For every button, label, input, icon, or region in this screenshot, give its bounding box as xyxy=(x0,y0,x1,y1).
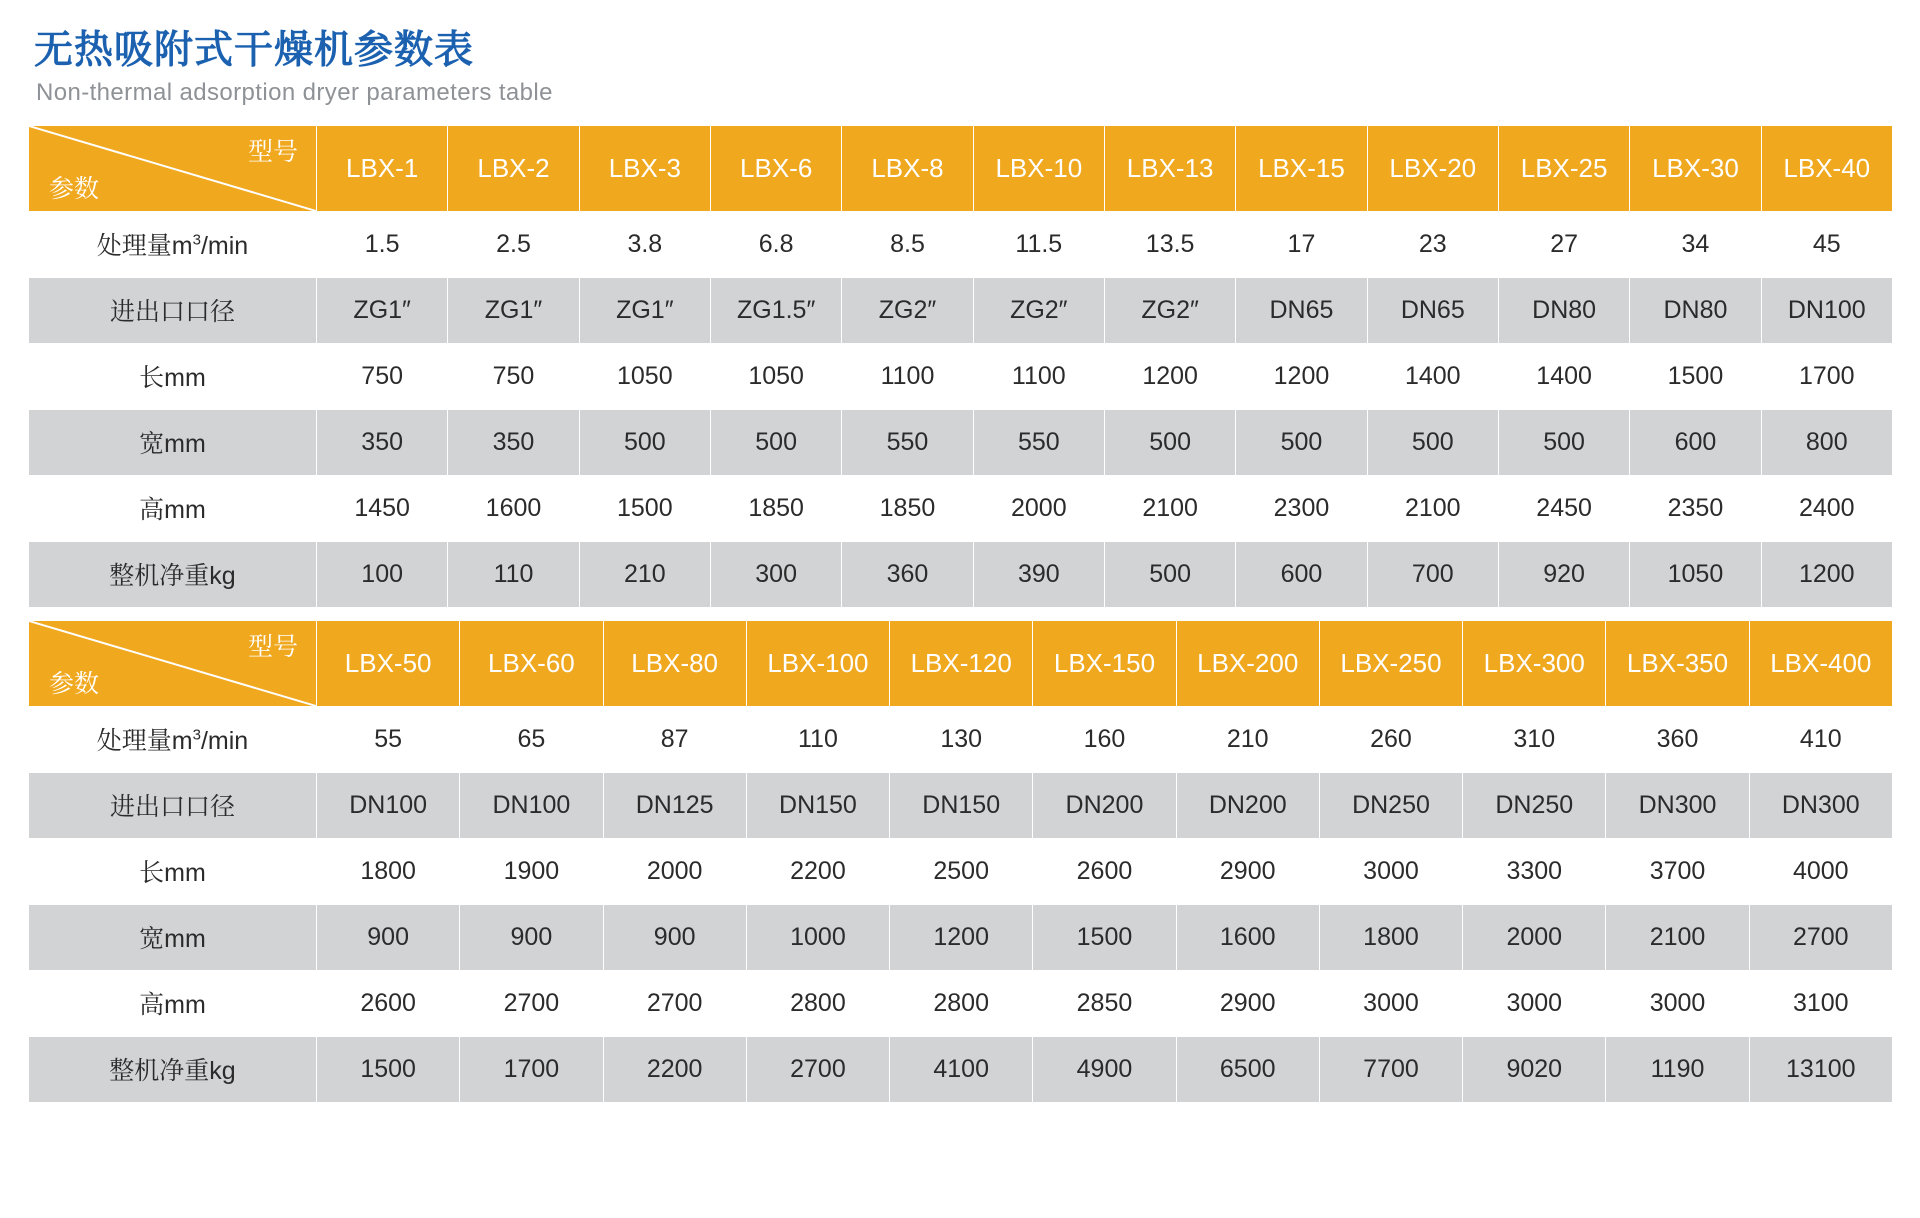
value-cell: 1800 xyxy=(317,838,460,904)
value-cell: 2500 xyxy=(890,838,1033,904)
value-cell: 410 xyxy=(1749,706,1892,772)
row-label-cell: 长mm xyxy=(29,838,317,904)
row-label-cell: 高mm xyxy=(29,475,317,541)
model-header-cell: LBX-50 xyxy=(317,620,460,706)
row-label-cell: 宽mm xyxy=(29,904,317,970)
value-cell: ZG1″ xyxy=(579,277,710,343)
value-cell: 360 xyxy=(842,541,973,607)
value-cell: 260 xyxy=(1319,706,1462,772)
value-cell: DN100 xyxy=(460,772,603,838)
value-cell: ZG2″ xyxy=(973,277,1104,343)
corner-model-label: 型号 xyxy=(247,632,298,661)
value-cell: 2800 xyxy=(890,970,1033,1036)
value-cell: 3000 xyxy=(1319,970,1462,1036)
value-cell: 1500 xyxy=(579,475,710,541)
value-cell: 300 xyxy=(710,541,841,607)
value-cell: 1050 xyxy=(710,343,841,409)
value-cell: DN80 xyxy=(1630,277,1761,343)
model-header-cell: LBX-100 xyxy=(746,620,889,706)
model-header-cell: LBX-10 xyxy=(973,125,1104,211)
table-row xyxy=(29,277,1893,343)
value-cell: 3100 xyxy=(1749,970,1892,1036)
value-cell: 55 xyxy=(317,706,460,772)
value-cell: 1850 xyxy=(842,475,973,541)
value-cell: DN300 xyxy=(1749,772,1892,838)
value-cell: 750 xyxy=(448,343,579,409)
value-cell: 750 xyxy=(317,343,448,409)
value-cell: 4100 xyxy=(890,1036,1033,1102)
value-cell: 3000 xyxy=(1606,970,1749,1036)
value-cell: 2350 xyxy=(1630,475,1761,541)
row-label-cell: 进出口口径 xyxy=(29,277,317,343)
value-cell: ZG1″ xyxy=(317,277,448,343)
value-cell: 27 xyxy=(1498,211,1629,277)
value-cell: 11.5 xyxy=(973,211,1104,277)
value-cell: 2900 xyxy=(1176,838,1319,904)
value-cell: 1500 xyxy=(1033,904,1176,970)
value-cell: 2100 xyxy=(1104,475,1235,541)
value-cell: ZG1″ xyxy=(448,277,579,343)
model-header-cell: LBX-250 xyxy=(1319,620,1462,706)
value-cell: 2000 xyxy=(1463,904,1606,970)
value-cell: 34 xyxy=(1630,211,1761,277)
value-cell: 550 xyxy=(842,409,973,475)
value-cell: 1800 xyxy=(1319,904,1462,970)
value-cell: 2.5 xyxy=(448,211,579,277)
value-cell: 500 xyxy=(1367,409,1498,475)
value-cell: 1850 xyxy=(710,475,841,541)
model-header-cell: LBX-150 xyxy=(1033,620,1176,706)
value-cell: DN65 xyxy=(1236,277,1367,343)
table-row xyxy=(29,772,1893,838)
model-header-cell: LBX-8 xyxy=(842,125,973,211)
value-cell: 110 xyxy=(746,706,889,772)
value-cell: 920 xyxy=(1498,541,1629,607)
model-header-cell: LBX-80 xyxy=(603,620,746,706)
table-row xyxy=(29,838,1893,904)
table-row xyxy=(29,409,1893,475)
model-header-cell: LBX-300 xyxy=(1463,620,1606,706)
value-cell: 350 xyxy=(317,409,448,475)
value-cell: DN250 xyxy=(1463,772,1606,838)
value-cell: ZG2″ xyxy=(1104,277,1235,343)
value-cell: 160 xyxy=(1033,706,1176,772)
value-cell: 700 xyxy=(1367,541,1498,607)
value-cell: 1000 xyxy=(746,904,889,970)
row-label-cell: 进出口口径 xyxy=(29,772,317,838)
value-cell: 2200 xyxy=(603,1036,746,1102)
row-label-cell: 整机净重kg xyxy=(29,541,317,607)
value-cell: 13.5 xyxy=(1104,211,1235,277)
tables-container xyxy=(28,125,1892,1103)
model-header-cell: LBX-120 xyxy=(890,620,1033,706)
row-label-cell: 长mm xyxy=(29,343,317,409)
value-cell: DN150 xyxy=(746,772,889,838)
value-cell: 3000 xyxy=(1319,838,1462,904)
page-title-en: Non-thermal adsorption dryer parameters table xyxy=(36,78,553,106)
value-cell: 7700 xyxy=(1319,1036,1462,1102)
value-cell: 2700 xyxy=(1749,904,1892,970)
value-cell: 4900 xyxy=(1033,1036,1176,1102)
corner-param-label: 参数 xyxy=(49,174,100,203)
value-cell: 110 xyxy=(448,541,579,607)
value-cell: 1200 xyxy=(1104,343,1235,409)
value-cell: 1.5 xyxy=(317,211,448,277)
model-header-cell: LBX-2 xyxy=(448,125,579,211)
value-cell: DN65 xyxy=(1367,277,1498,343)
value-cell: 1050 xyxy=(1630,541,1761,607)
value-cell: DN150 xyxy=(890,772,1033,838)
table-row xyxy=(29,211,1893,277)
value-cell: 2100 xyxy=(1606,904,1749,970)
value-cell: 6500 xyxy=(1176,1036,1319,1102)
model-header-cell: LBX-13 xyxy=(1104,125,1235,211)
value-cell: DN200 xyxy=(1176,772,1319,838)
model-header-cell: LBX-30 xyxy=(1630,125,1761,211)
value-cell: 100 xyxy=(317,541,448,607)
value-cell: 3.8 xyxy=(579,211,710,277)
value-cell: 1100 xyxy=(842,343,973,409)
value-cell: 2200 xyxy=(746,838,889,904)
value-cell: 6.8 xyxy=(710,211,841,277)
value-cell: 1900 xyxy=(460,838,603,904)
value-cell: DN100 xyxy=(1761,277,1892,343)
corner-param-label: 参数 xyxy=(49,669,100,698)
model-header-cell: LBX-60 xyxy=(460,620,603,706)
value-cell: 1190 xyxy=(1606,1036,1749,1102)
value-cell: 500 xyxy=(710,409,841,475)
value-cell: 45 xyxy=(1761,211,1892,277)
value-cell: 1100 xyxy=(973,343,1104,409)
model-header-cell: LBX-6 xyxy=(710,125,841,211)
value-cell: 900 xyxy=(460,904,603,970)
value-cell: 1450 xyxy=(317,475,448,541)
model-header-cell: LBX-3 xyxy=(579,125,710,211)
value-cell: 600 xyxy=(1630,409,1761,475)
value-cell: DN200 xyxy=(1033,772,1176,838)
table-header-row xyxy=(29,125,1893,211)
value-cell: 210 xyxy=(579,541,710,607)
value-cell: 900 xyxy=(603,904,746,970)
value-cell: 1700 xyxy=(1761,343,1892,409)
table-row xyxy=(29,706,1893,772)
model-header-cell: LBX-15 xyxy=(1236,125,1367,211)
value-cell: 900 xyxy=(317,904,460,970)
value-cell: 1600 xyxy=(448,475,579,541)
value-cell: 2000 xyxy=(973,475,1104,541)
row-label-cell: 处理量$m^3/\min$ xyxy=(29,706,317,772)
value-cell: 800 xyxy=(1761,409,1892,475)
value-cell: 65 xyxy=(460,706,603,772)
model-header-cell: LBX-200 xyxy=(1176,620,1319,706)
value-cell: 2700 xyxy=(746,1036,889,1102)
value-cell: 600 xyxy=(1236,541,1367,607)
value-cell: 2700 xyxy=(603,970,746,1036)
model-header-cell: LBX-25 xyxy=(1498,125,1629,211)
value-cell: 500 xyxy=(1104,409,1235,475)
parameters-table xyxy=(28,125,1893,608)
table-row xyxy=(29,904,1893,970)
page-title-zh: 无热吸附式干燥机参数表 xyxy=(34,29,475,72)
model-header-cell: LBX-400 xyxy=(1749,620,1892,706)
value-cell: 1400 xyxy=(1498,343,1629,409)
table-row xyxy=(29,970,1893,1036)
value-cell: 1600 xyxy=(1176,904,1319,970)
model-header-cell: LBX-20 xyxy=(1367,125,1498,211)
value-cell: 210 xyxy=(1176,706,1319,772)
value-cell: 2800 xyxy=(746,970,889,1036)
value-cell: 130 xyxy=(890,706,1033,772)
table-row xyxy=(29,475,1893,541)
value-cell: 17 xyxy=(1236,211,1367,277)
value-cell: 1500 xyxy=(317,1036,460,1102)
value-cell: 13100 xyxy=(1749,1036,1892,1102)
table-row xyxy=(29,1036,1893,1102)
value-cell: 87 xyxy=(603,706,746,772)
value-cell: 8.5 xyxy=(842,211,973,277)
value-cell: 3700 xyxy=(1606,838,1749,904)
value-cell: 390 xyxy=(973,541,1104,607)
value-cell: 3000 xyxy=(1463,970,1606,1036)
value-cell: 2600 xyxy=(317,970,460,1036)
value-cell: 23 xyxy=(1367,211,1498,277)
model-header-cell: LBX-40 xyxy=(1761,125,1892,211)
value-cell: 1200 xyxy=(890,904,1033,970)
value-cell: 1200 xyxy=(1761,541,1892,607)
value-cell: 1400 xyxy=(1367,343,1498,409)
value-cell: DN300 xyxy=(1606,772,1749,838)
value-cell: 2700 xyxy=(460,970,603,1036)
value-cell: 2450 xyxy=(1498,475,1629,541)
value-cell: 500 xyxy=(1104,541,1235,607)
value-cell: 2850 xyxy=(1033,970,1176,1036)
value-cell: DN125 xyxy=(603,772,746,838)
parameters-table xyxy=(28,620,1893,1103)
table-corner-header xyxy=(29,125,317,211)
value-cell: 9020 xyxy=(1463,1036,1606,1102)
value-cell: 1200 xyxy=(1236,343,1367,409)
value-cell: 350 xyxy=(448,409,579,475)
value-cell: 500 xyxy=(1498,409,1629,475)
table-corner-header xyxy=(29,620,317,706)
value-cell: 2000 xyxy=(603,838,746,904)
value-cell: 1700 xyxy=(460,1036,603,1102)
model-header-cell: LBX-350 xyxy=(1606,620,1749,706)
value-cell: 500 xyxy=(579,409,710,475)
value-cell: 2900 xyxy=(1176,970,1319,1036)
value-cell: 2100 xyxy=(1367,475,1498,541)
value-cell: 310 xyxy=(1463,706,1606,772)
table-row xyxy=(29,343,1893,409)
value-cell: 3300 xyxy=(1463,838,1606,904)
model-header-cell: LBX-1 xyxy=(317,125,448,211)
value-cell: 2300 xyxy=(1236,475,1367,541)
value-cell: 1050 xyxy=(579,343,710,409)
table-row xyxy=(29,541,1893,607)
row-label-cell: 高mm xyxy=(29,970,317,1036)
value-cell: DN250 xyxy=(1319,772,1462,838)
value-cell: 2400 xyxy=(1761,475,1892,541)
value-cell: DN100 xyxy=(317,772,460,838)
value-cell: 360 xyxy=(1606,706,1749,772)
value-cell: 500 xyxy=(1236,409,1367,475)
value-cell: 2600 xyxy=(1033,838,1176,904)
row-label-cell: 宽mm xyxy=(29,409,317,475)
value-cell: ZG1.5″ xyxy=(710,277,841,343)
corner-model-label: 型号 xyxy=(247,137,298,166)
table-header-row xyxy=(29,620,1893,706)
value-cell: DN80 xyxy=(1498,277,1629,343)
value-cell: 4000 xyxy=(1749,838,1892,904)
row-label-cell: 整机净重kg xyxy=(29,1036,317,1102)
value-cell: 550 xyxy=(973,409,1104,475)
row-label-cell: 处理量$m^3/\min$ xyxy=(29,211,317,277)
value-cell: 1500 xyxy=(1630,343,1761,409)
value-cell: ZG2″ xyxy=(842,277,973,343)
